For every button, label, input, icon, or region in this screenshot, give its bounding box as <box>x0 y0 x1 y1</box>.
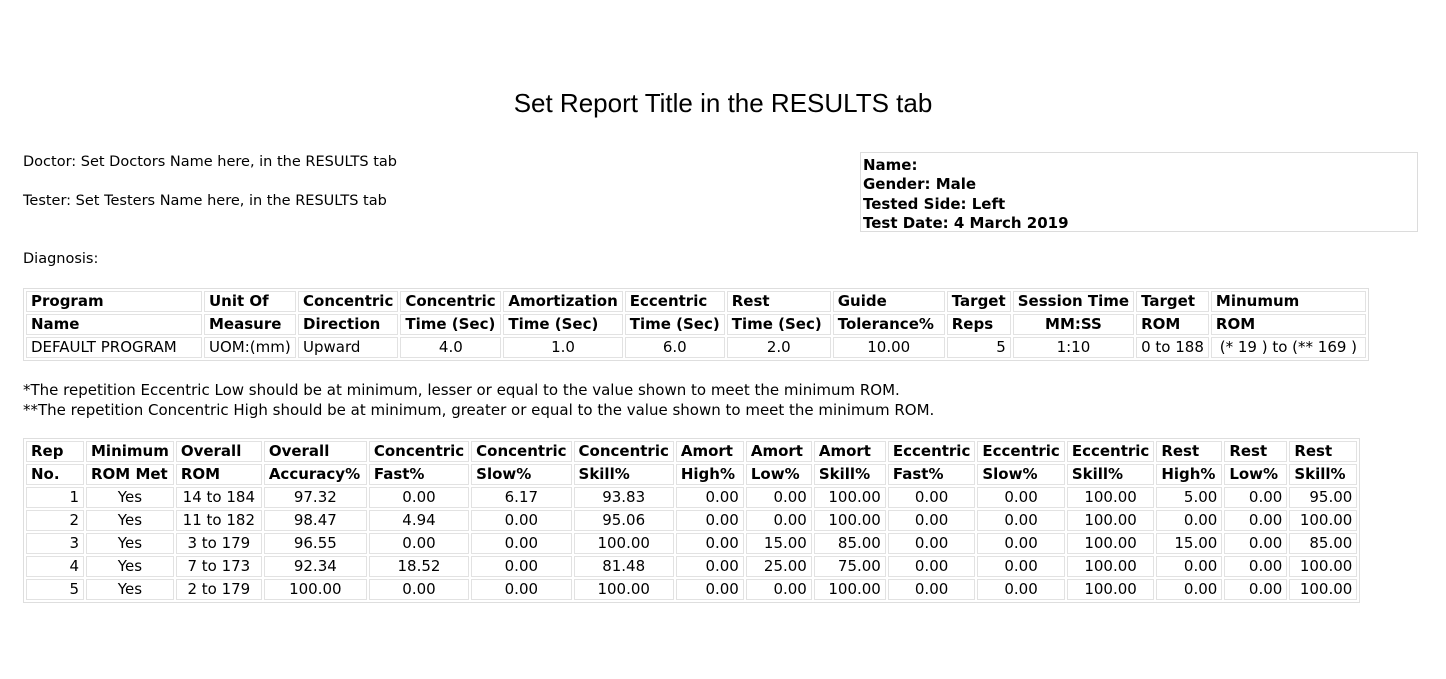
table-cell: 100.00 <box>574 579 674 600</box>
table-cell: Yes <box>86 556 174 577</box>
table-row <box>26 487 1357 508</box>
patient-info-box <box>860 152 1418 232</box>
table-cell: Yes <box>86 510 174 531</box>
column-header: ROM <box>1136 314 1209 335</box>
column-header: ROM <box>176 464 262 485</box>
column-header: Rep <box>26 441 84 462</box>
program-cell: 4.0 <box>400 337 501 358</box>
table-cell: 100.00 <box>1067 579 1154 600</box>
column-header: Slow% <box>471 464 571 485</box>
column-header: Amort <box>814 441 886 462</box>
column-header: Time (Sec) <box>727 314 831 335</box>
column-header: Tolerance% <box>833 314 945 335</box>
table-cell: 0.00 <box>1224 510 1287 531</box>
table-cell: 100.00 <box>814 487 886 508</box>
table-cell: 0.00 <box>676 510 744 531</box>
table-cell: Yes <box>86 533 174 554</box>
column-header: ROM <box>1211 314 1366 335</box>
column-header: Rest <box>1156 441 1222 462</box>
table-cell: 0.00 <box>888 487 975 508</box>
program-cell: UOM:(mm) <box>204 337 296 358</box>
column-header: Skill% <box>1067 464 1154 485</box>
column-header: Name <box>26 314 202 335</box>
table-cell: 0.00 <box>977 579 1064 600</box>
column-header: Concentric <box>369 441 469 462</box>
table-cell: 0.00 <box>746 487 812 508</box>
table-cell: 0.00 <box>1224 556 1287 577</box>
table-cell: 0.00 <box>676 579 744 600</box>
patient-gender: Gender: Male <box>863 175 977 194</box>
note-eccentric-low: *The repetition Eccentric Low should be at minimum, lesser or equal to the value shown to meet the minimum ROM. <box>23 381 900 399</box>
column-header: Rest <box>1289 441 1357 462</box>
table-cell: 0.00 <box>1224 533 1287 554</box>
program-cell: Upward <box>298 337 398 358</box>
column-header: Concentric <box>471 441 571 462</box>
table-cell: 0.00 <box>977 510 1064 531</box>
table-cell: 1 <box>26 487 84 508</box>
table-row <box>26 556 1357 577</box>
column-header: Accuracy% <box>264 464 367 485</box>
column-header: Eccentric <box>1067 441 1154 462</box>
table-cell: 0.00 <box>676 487 744 508</box>
table-cell: 14 to 184 <box>176 487 262 508</box>
table-cell: 0.00 <box>977 533 1064 554</box>
program-cell: 1.0 <box>503 337 622 358</box>
table-cell: 0.00 <box>676 556 744 577</box>
table-cell: 85.00 <box>1289 533 1357 554</box>
table-cell: 3 to 179 <box>176 533 262 554</box>
table-cell: 18.52 <box>369 556 469 577</box>
table-cell: 0.00 <box>888 579 975 600</box>
table-cell: 4 <box>26 556 84 577</box>
table-cell: 0.00 <box>746 510 812 531</box>
table-cell: 100.00 <box>1289 579 1357 600</box>
column-header: Skill% <box>574 464 674 485</box>
program-cell: 10.00 <box>833 337 945 358</box>
column-header: Eccentric <box>977 441 1064 462</box>
table-cell: 100.00 <box>1289 556 1357 577</box>
column-header: Eccentric <box>888 441 975 462</box>
reps-header-row <box>26 441 1357 462</box>
column-header: Amortization <box>503 291 622 312</box>
table-cell: 0.00 <box>471 556 571 577</box>
table-cell: 75.00 <box>814 556 886 577</box>
reps-header-row <box>26 464 1357 485</box>
diagnosis-line: Diagnosis: <box>23 251 99 267</box>
patient-tested-side: Tested Side: Left <box>863 194 1006 213</box>
table-cell: 100.00 <box>1067 510 1154 531</box>
table-cell: 0.00 <box>1156 510 1222 531</box>
column-header: Guide <box>833 291 945 312</box>
table-cell: 100.00 <box>1067 533 1154 554</box>
table-cell: 11 to 182 <box>176 510 262 531</box>
column-header: Concentric <box>298 291 398 312</box>
column-header: Low% <box>746 464 812 485</box>
table-cell: 5.00 <box>1156 487 1222 508</box>
table-cell: 100.00 <box>1289 510 1357 531</box>
table-cell: 6.17 <box>471 487 571 508</box>
column-header: Fast% <box>888 464 975 485</box>
column-header: ROM Met <box>86 464 174 485</box>
table-cell: 95.00 <box>1289 487 1357 508</box>
table-cell: 85.00 <box>814 533 886 554</box>
program-cell: DEFAULT PROGRAM <box>26 337 202 358</box>
program-cell: 1:10 <box>1013 337 1134 358</box>
table-cell: 81.48 <box>574 556 674 577</box>
table-cell: 3 <box>26 533 84 554</box>
program-cell: 5 <box>947 337 1011 358</box>
table-cell: 96.55 <box>264 533 367 554</box>
table-cell: 0.00 <box>1156 556 1222 577</box>
program-header-row <box>26 291 1366 312</box>
table-cell: 0.00 <box>1224 487 1287 508</box>
column-header: Amort <box>676 441 744 462</box>
table-cell: 100.00 <box>814 579 886 600</box>
table-cell: 0.00 <box>676 533 744 554</box>
column-header: Skill% <box>814 464 886 485</box>
table-cell: 0.00 <box>369 533 469 554</box>
column-header: High% <box>1156 464 1222 485</box>
table-cell: 0.00 <box>977 487 1064 508</box>
program-cell: 2.0 <box>727 337 831 358</box>
table-cell: 0.00 <box>746 579 812 600</box>
program-cell: 0 to 188 <box>1136 337 1209 358</box>
table-cell: 0.00 <box>369 579 469 600</box>
table-cell: Yes <box>86 579 174 600</box>
column-header: Slow% <box>977 464 1064 485</box>
patient-name: Name: <box>863 156 918 174</box>
table-cell: 15.00 <box>1156 533 1222 554</box>
table-cell: 100.00 <box>1067 556 1154 577</box>
column-header: Rest <box>1224 441 1287 462</box>
program-header-row <box>26 314 1366 335</box>
table-cell: 0.00 <box>977 556 1064 577</box>
program-cell: 6.0 <box>625 337 725 358</box>
column-header: Session Time <box>1013 291 1134 312</box>
tester-line: Tester: Set Testers Name here, in the RESULTS tab <box>23 193 387 209</box>
program-cell: (* 19 ) to (** 169 ) <box>1211 337 1366 358</box>
column-header: High% <box>676 464 744 485</box>
table-cell: 0.00 <box>1156 579 1222 600</box>
column-header: Target <box>1136 291 1209 312</box>
table-cell: 4.94 <box>369 510 469 531</box>
column-header: Program <box>26 291 202 312</box>
column-header: Target <box>947 291 1011 312</box>
program-table <box>23 288 1369 361</box>
column-header: Minimum <box>86 441 174 462</box>
column-header: Eccentric <box>625 291 725 312</box>
table-cell: 97.32 <box>264 487 367 508</box>
column-header: Concentric <box>574 441 674 462</box>
column-header: Direction <box>298 314 398 335</box>
column-header: Time (Sec) <box>503 314 622 335</box>
table-cell: 98.47 <box>264 510 367 531</box>
column-header: Time (Sec) <box>625 314 725 335</box>
program-row <box>26 337 1366 358</box>
table-cell: 100.00 <box>814 510 886 531</box>
table-cell: 0.00 <box>888 556 975 577</box>
table-cell: Yes <box>86 487 174 508</box>
table-cell: 93.83 <box>574 487 674 508</box>
column-header: No. <box>26 464 84 485</box>
table-cell: 0.00 <box>471 533 571 554</box>
column-header: Low% <box>1224 464 1287 485</box>
table-cell: 100.00 <box>574 533 674 554</box>
report-title: Set Report Title in the RESULTS tab <box>513 88 933 118</box>
column-header: Measure <box>204 314 296 335</box>
table-cell: 15.00 <box>746 533 812 554</box>
table-cell: 2 <box>26 510 84 531</box>
column-header: Time (Sec) <box>400 314 501 335</box>
table-cell: 0.00 <box>888 533 975 554</box>
column-header: Amort <box>746 441 812 462</box>
table-row <box>26 579 1357 600</box>
column-header: Concentric <box>400 291 501 312</box>
table-cell: 0.00 <box>369 487 469 508</box>
patient-test-date: Test Date: 4 March 2019 <box>863 213 1069 232</box>
table-cell: 92.34 <box>264 556 367 577</box>
table-cell: 0.00 <box>471 510 571 531</box>
column-header: Rest <box>727 291 831 312</box>
table-cell: 0.00 <box>888 510 975 531</box>
column-header: Skill% <box>1289 464 1357 485</box>
column-header: Overall <box>176 441 262 462</box>
table-cell: 100.00 <box>1067 487 1154 508</box>
repetitions-table <box>23 438 1360 603</box>
doctor-line: Doctor: Set Doctors Name here, in the RESULTS tab <box>23 154 397 170</box>
column-header: Minumum <box>1211 291 1366 312</box>
table-cell: 5 <box>26 579 84 600</box>
column-header: MM:SS <box>1013 314 1134 335</box>
column-header: Reps <box>947 314 1011 335</box>
table-row <box>26 533 1357 554</box>
table-cell: 95.06 <box>574 510 674 531</box>
table-cell: 2 to 179 <box>176 579 262 600</box>
column-header: Overall <box>264 441 367 462</box>
table-cell: 25.00 <box>746 556 812 577</box>
column-header: Fast% <box>369 464 469 485</box>
table-cell: 0.00 <box>1224 579 1287 600</box>
table-cell: 7 to 173 <box>176 556 262 577</box>
table-row <box>26 510 1357 531</box>
note-concentric-high: **The repetition Concentric High should be at minimum, greater or equal to the value shown to meet the minimum ROM. <box>23 401 935 419</box>
table-cell: 0.00 <box>471 579 571 600</box>
column-header: Unit Of <box>204 291 296 312</box>
table-cell: 100.00 <box>264 579 367 600</box>
